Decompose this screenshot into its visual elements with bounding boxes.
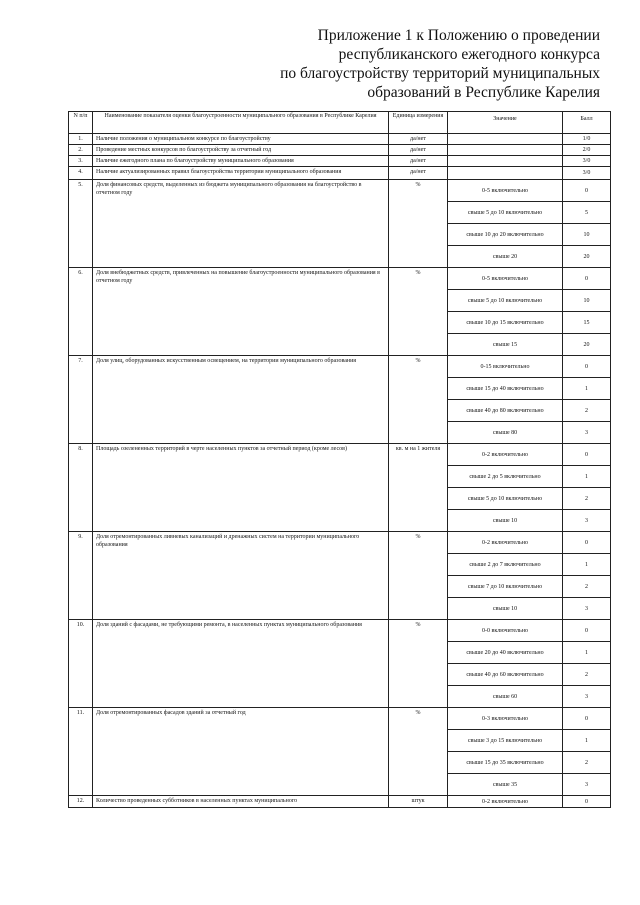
row-number: 11. — [69, 708, 93, 796]
range-value: свыше 10 — [448, 510, 563, 532]
row-number: 2. — [69, 145, 93, 156]
range-value: 0-3 включительно — [448, 708, 563, 730]
row-number: 4. — [69, 167, 93, 180]
range-value: 0-0 включительно — [448, 620, 563, 642]
row-number: 1. — [69, 134, 93, 145]
range-points: 15 — [563, 312, 611, 334]
range-points: 0 — [563, 532, 611, 554]
range-points: 0 — [563, 796, 611, 808]
range-points: 3 — [563, 510, 611, 532]
criterion-name: Доля улиц, оборудованных искусственным освещением, на территории муниципального образования — [93, 356, 389, 444]
criterion-name: Доля отремонтированных фасадов зданий за отчетный год — [93, 708, 389, 796]
header-num: N п/п — [69, 112, 93, 134]
criterion-name: Доля зданий с фасадами, не требующими ремонта, в населенных пунктах муниципального образования — [93, 620, 389, 708]
row-number: 6. — [69, 268, 93, 356]
row-number: 9. — [69, 532, 93, 620]
points-cell: 2/0 — [563, 145, 611, 156]
criterion-name: Доля финансовых средств, выделенных из бюджета муниципального образования на благоустройство в отчетном году — [93, 180, 389, 268]
range-value: свыше 35 — [448, 774, 563, 796]
table-row — [69, 180, 611, 202]
header-value: Значение — [448, 112, 563, 134]
range-points: 3 — [563, 422, 611, 444]
unit-cell: % — [389, 180, 448, 268]
range-points: 1 — [563, 642, 611, 664]
row-number: 8. — [69, 444, 93, 532]
heading-line: по благоустройству территорий муниципальных — [280, 65, 600, 82]
unit-cell: штук — [389, 796, 448, 808]
range-points: 3 — [563, 686, 611, 708]
range-value: свыше 7 до 10 включительно — [448, 576, 563, 598]
header-points: Балл — [563, 112, 611, 134]
range-points: 0 — [563, 620, 611, 642]
row-number: 5. — [69, 180, 93, 268]
range-points: 5 — [563, 202, 611, 224]
range-value: свыше 2 до 7 включительно — [448, 554, 563, 576]
range-value: свыше 15 — [448, 334, 563, 356]
range-value: свыше 10 — [448, 598, 563, 620]
criteria-table — [68, 111, 611, 808]
value-cell — [448, 167, 563, 180]
table-row — [69, 796, 611, 808]
table-header-row — [69, 112, 611, 134]
range-points: 2 — [563, 664, 611, 686]
criterion-name: Площадь озелененных территорий в черте населенных пунктов за отчетный период (кроме лесов) — [93, 444, 389, 532]
range-value: 0-2 включительно — [448, 532, 563, 554]
unit-cell: кв. м на 1 жителя — [389, 444, 448, 532]
range-points: 0 — [563, 708, 611, 730]
unit-cell: % — [389, 356, 448, 444]
range-value: 0-2 включительно — [448, 444, 563, 466]
range-points: 2 — [563, 400, 611, 422]
range-value: свыше 5 до 10 включительно — [448, 290, 563, 312]
range-value: 0-5 включительно — [448, 180, 563, 202]
range-value: свыше 80 — [448, 422, 563, 444]
range-points: 1 — [563, 730, 611, 752]
range-value: свыше 20 до 40 включительно — [448, 642, 563, 664]
table-row — [69, 268, 611, 290]
heading-line: образований в Республике Карелия — [367, 84, 600, 101]
criterion-name: Наличие актуализированных правил благоустройства территории муниципального образования — [93, 167, 389, 180]
unit-cell: % — [389, 620, 448, 708]
points-cell: 1/0 — [563, 134, 611, 145]
range-value: свыше 10 до 15 включительно — [448, 312, 563, 334]
criterion-name: Доля отремонтированных ливневых канализаций и дренажных систем на территории муниципального образования — [93, 532, 389, 620]
value-cell — [448, 134, 563, 145]
unit-cell: % — [389, 708, 448, 796]
criterion-name: Наличие ежегодного плана по благоустройству муниципального образования — [93, 156, 389, 167]
criterion-name: Доля внебюджетных средств, привлеченных на повышение благоустроенности муниципального образования в отчетном году — [93, 268, 389, 356]
unit-cell: да/нет — [389, 167, 448, 180]
value-cell — [448, 156, 563, 167]
range-value: свыше 40 до 80 включительно — [448, 400, 563, 422]
range-value: свыше 20 — [448, 246, 563, 268]
unit-cell: да/нет — [389, 156, 448, 167]
range-points: 20 — [563, 334, 611, 356]
unit-cell: % — [389, 532, 448, 620]
range-points: 10 — [563, 290, 611, 312]
table-row — [69, 134, 611, 145]
range-value: свыше 15 до 35 включительно — [448, 752, 563, 774]
table-row — [69, 356, 611, 378]
range-points: 2 — [563, 752, 611, 774]
table-row — [69, 156, 611, 167]
heading-line: республиканского ежегодного конкурса — [338, 46, 600, 63]
table-row — [69, 708, 611, 730]
range-points: 10 — [563, 224, 611, 246]
range-points: 1 — [563, 378, 611, 400]
range-points: 0 — [563, 356, 611, 378]
row-number: 7. — [69, 356, 93, 444]
row-number: 3. — [69, 156, 93, 167]
row-number: 10. — [69, 620, 93, 708]
range-points: 20 — [563, 246, 611, 268]
unit-cell: да/нет — [389, 145, 448, 156]
range-value: свыше 5 до 10 включительно — [448, 488, 563, 510]
range-value: 0-15 включительно — [448, 356, 563, 378]
document-heading — [200, 26, 600, 102]
table-row — [69, 620, 611, 642]
range-value: свыше 40 до 60 включительно — [448, 664, 563, 686]
header-name: Наименование показателя оценки благоустроенности муниципального образования в Республике Карелия — [93, 112, 389, 134]
range-points: 3 — [563, 598, 611, 620]
range-points: 1 — [563, 554, 611, 576]
row-number: 12. — [69, 796, 93, 808]
range-value: свыше 10 до 20 включительно — [448, 224, 563, 246]
table-row — [69, 532, 611, 554]
range-value: свыше 2 до 5 включительно — [448, 466, 563, 488]
range-value: 0-5 включительно — [448, 268, 563, 290]
range-points: 2 — [563, 488, 611, 510]
table-row — [69, 145, 611, 156]
unit-cell: % — [389, 268, 448, 356]
range-value: свыше 3 до 15 включительно — [448, 730, 563, 752]
criterion-name: Наличие положения о муниципальном конкурсе по благоустройству — [93, 134, 389, 145]
range-value: свыше 5 до 10 включительно — [448, 202, 563, 224]
range-points: 3 — [563, 774, 611, 796]
unit-cell: да/нет — [389, 134, 448, 145]
range-points: 0 — [563, 180, 611, 202]
header-unit: Единица измерения — [389, 112, 448, 134]
heading-line: Приложение 1 к Положению о проведении — [317, 27, 600, 44]
table-row — [69, 444, 611, 466]
points-cell: 3/0 — [563, 167, 611, 180]
value-cell — [448, 145, 563, 156]
table-row — [69, 167, 611, 180]
range-value: свыше 15 до 40 включительно — [448, 378, 563, 400]
points-cell: 3/0 — [563, 156, 611, 167]
range-value: свыше 60 — [448, 686, 563, 708]
range-value: 0-2 включительно — [448, 796, 563, 808]
criterion-name: Проведение местных конкурсов по благоустройству за отчетный год — [93, 145, 389, 156]
range-points: 1 — [563, 466, 611, 488]
range-points: 0 — [563, 268, 611, 290]
criterion-name: Количество проведенных субботников в населенных пунктах муниципального — [93, 796, 389, 808]
range-points: 0 — [563, 444, 611, 466]
range-points: 2 — [563, 576, 611, 598]
